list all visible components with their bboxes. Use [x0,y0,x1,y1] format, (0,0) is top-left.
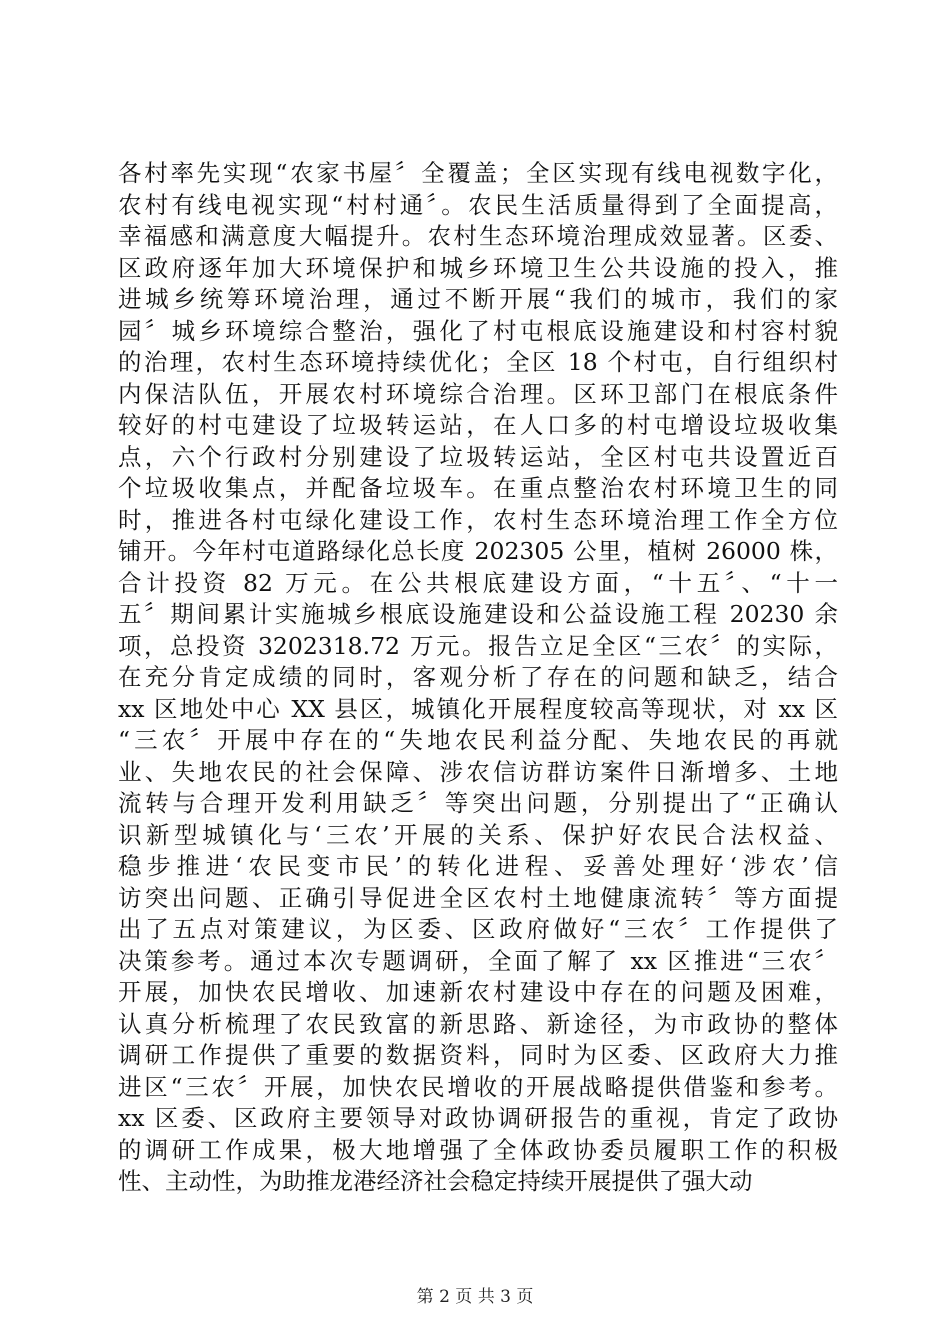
text-line: 的治理，农村生态环境持续优化；全区 18 个村屯，自行组织村 [118,348,838,376]
text-line: 认真分析梳理了农民致富的新思路、新途径，为市政协的整体 [118,1009,838,1038]
text-line: xx 区委、区政府主要领导对政协调研报告的重视，肯定了政协 [118,1104,838,1132]
page-number-label: 第 2 页 共 3 页 [416,1287,534,1307]
text-line: 稳步推进‘农民变市民’的转化进程、妥善处理好‘涉农’信 [118,852,838,880]
text-line: 业、失地农民的社会保障、涉农信访群访案件日渐增多、土地 [118,757,838,786]
text-line: “三农〞开展中存在的“失地农民利益分配、失地农民的再就 [118,726,838,754]
text-line: 园〞城乡环境综合整治，强化了村屯根底设施建设和村容村貌 [118,316,838,345]
text-line: 开展，加快农民增收、加速新农村建设中存在的问题及困难， [118,978,838,1006]
text-line: 在充分肯定成绩的同时，客观分析了存在的问题和缺乏，结合 [118,663,838,691]
text-line: 访突出问题、正确引导促进全区农村土地健康流转〞等方面提 [118,883,838,912]
text-line: 个垃圾收集点，并配备垃圾车。在重点整治农村环境卫生的同 [118,474,838,502]
text-line: 区政府逐年加大环境保护和城乡环境卫生公共设施的投入，推 [118,253,838,282]
text-line: 决策参考。通过本次专题调研，全面了解了 xx 区推进“三农〞 [118,946,838,975]
text-line: 铺开。今年村屯道路绿化总长度 202305 公里，植树 26000 株， [118,537,838,565]
text-line: 较好的村屯建设了垃圾转运站，在人口多的村屯增设垃圾收集 [118,411,838,439]
text-line: 时，推进各村屯绿化建设工作，农村生态环境治理工作全方位 [118,505,838,534]
text-line: 内保洁队伍，开展农村环境综合治理。区环卫部门在根底条件 [118,379,838,408]
text-line: 五〞期间累计实施城乡根底设施建设和公益设施工程 20230 余 [118,600,838,628]
text-line: 调研工作提供了重要的数据资料，同时为区委、区政府大力推 [118,1041,838,1069]
text-line: 识新型城镇化与‘三农’开展的关系、保护好农民合法权益、 [118,820,838,849]
text-line: 进城乡统筹环境治理，通过不断开展“我们的城市，我们的家 [118,285,838,313]
text-line: 的调研工作成果，极大地增强了全体政协委员履职工作的积极 [118,1135,838,1164]
text-line: 性、主动性，为助推龙港经济社会稳定持续开展提供了强大动 [118,1167,753,1195]
body-paragraph [118,158,838,1198]
text-line: 出了五点对策建议，为区委、区政府做好“三农〞工作提供了 [118,915,838,943]
text-line: 各村率先实现“农家书屋〞全覆盖；全区实现有线电视数字化， [118,159,838,187]
text-line: 幸福感和满意度大幅提升。农村生态环境治理成效显著。区委、 [118,222,838,250]
text-line: xx 区地处中心 XX 县区，城镇化开展程度较高等现状，对 xx 区 [118,694,838,723]
text-line: 进区“三农〞开展，加快农民增收的开展战略提供借鉴和参考。 [118,1072,838,1101]
text-line: 合计投资 82 万元。在公共根底建设方面，“十五〞、“十一 [118,568,838,597]
text-line: 流转与合理开发利用缺乏〞等突出问题，分别提出了“正确认 [118,789,838,817]
text-line: 农村有线电视实现“村村通〞。农民生活质量得到了全面提高， [118,190,838,219]
text-line: 点，六个行政村分别建设了垃圾转运站，全区村屯共设置近百 [118,442,838,471]
text-line: 项，总投资 3202318.72 万元。报告立足全区“三农〞的实际， [118,631,838,660]
page-footer [0,1282,950,1307]
